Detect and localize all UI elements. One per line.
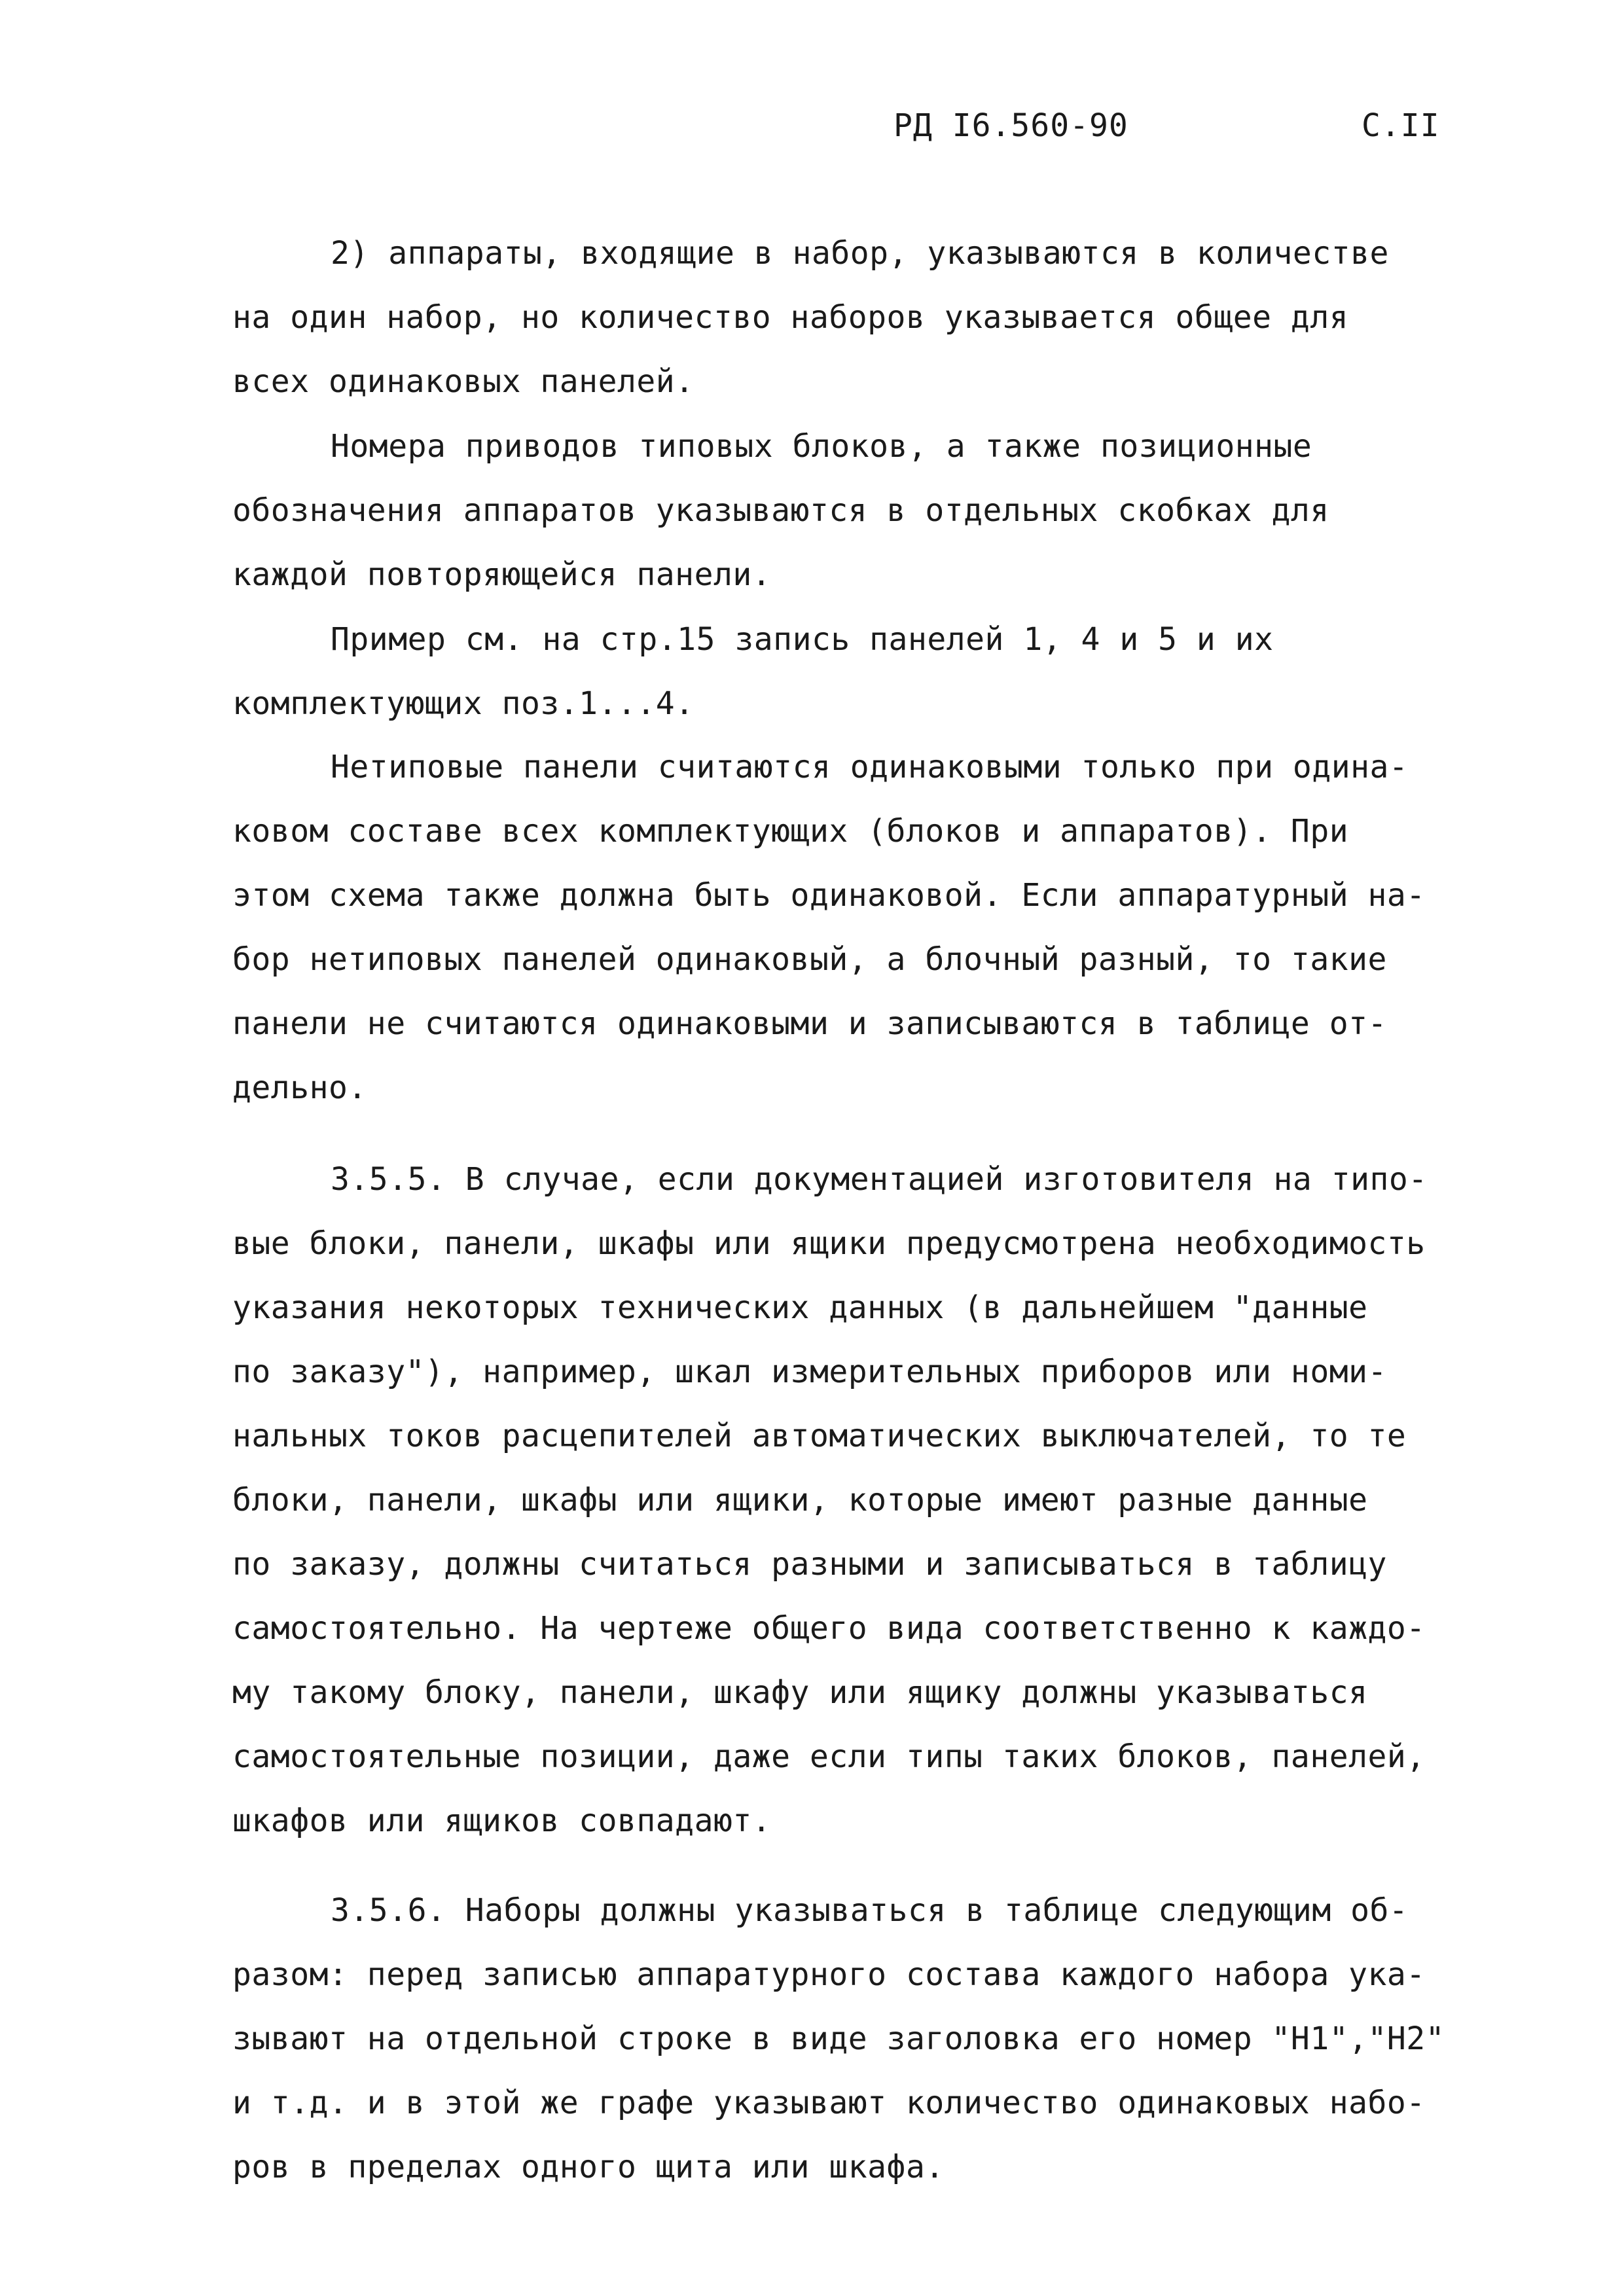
text-line: ров в пределах одного щита или шкафа. bbox=[232, 2149, 945, 2185]
paragraph-apparatus-in-set bbox=[232, 221, 1443, 414]
text-line: панели не считаются одинаковыми и записываются в таблице от- bbox=[232, 1005, 1387, 1042]
text-line: на один набор, но количество наборов указывается общее для bbox=[232, 299, 1349, 336]
text-line: комплектующих поз.1...4. bbox=[232, 685, 695, 722]
paragraph-drive-numbers bbox=[232, 414, 1443, 607]
text-line: Пример см. на стр.15 запись панелей 1, 4 и 5 и их bbox=[331, 621, 1274, 658]
text-line: нальных токов расцепителей автоматических выключателей, то те bbox=[232, 1418, 1407, 1454]
text-line: самостоятельные позиции, даже если типы таких блоков, панелей, bbox=[232, 1738, 1426, 1775]
text-line: ковом составе всех комплектующих (блоков и аппаратов). При bbox=[232, 813, 1349, 850]
document-code: РД I6.560-90 bbox=[893, 107, 1128, 144]
text-line: 2) аппараты, входящие в набор, указываются в количестве bbox=[331, 235, 1389, 272]
paragraph-example bbox=[232, 607, 1443, 736]
text-line: блоки, панели, шкафы или ящики, которые имеют разные данные bbox=[232, 1482, 1368, 1518]
section-3-5-5 bbox=[232, 1147, 1443, 1853]
text-line: самостоятельно. На чертеже общего вида соответственно к каждо- bbox=[232, 1610, 1426, 1647]
text-line: указания некоторых технических данных (в дальнейшем "данные bbox=[232, 1289, 1368, 1326]
text-line: вые блоки, панели, шкафы или ящики предусмотрена необходимость bbox=[232, 1225, 1426, 1262]
text-line: каждой повторяющейся панели. bbox=[232, 556, 772, 593]
text-line: зывают на отдельной строке в виде заголовка его номер "Н1","Н2" bbox=[232, 2020, 1445, 2057]
text-line: му такому блоку, панели, шкафу или ящику должны указываться bbox=[232, 1674, 1368, 1711]
text-line: всех одинаковых панелей. bbox=[232, 363, 695, 400]
text-line: шкафов или ящиков совпадают. bbox=[232, 1803, 772, 1839]
text-line: дельно. bbox=[232, 1069, 367, 1106]
page-number: С.II bbox=[1362, 107, 1440, 144]
text-line: разом: перед записью аппаратурного состава каждого набора ука- bbox=[232, 1956, 1426, 1993]
text-line: по заказу, должны считаться разными и записываться в таблицу bbox=[232, 1546, 1387, 1583]
text-line: этом схема также должна быть одинаковой. Если аппаратурный на- bbox=[232, 877, 1426, 914]
text-line: Номера приводов типовых блоков, а также позиционные bbox=[331, 428, 1312, 465]
text-line: и т.д. и в этой же графе указывают количество одинаковых набо- bbox=[232, 2085, 1426, 2121]
text-line: 3.5.5. В случае, если документацией изготовителя на типо- bbox=[331, 1161, 1428, 1198]
text-line: бор нетиповых панелей одинаковый, а блочный разный, то такие bbox=[232, 941, 1387, 978]
section-3-5-6 bbox=[232, 1878, 1443, 2199]
text-line: обозначения аппаратов указываются в отдельных скобках для bbox=[232, 492, 1329, 529]
text-line: по заказу"), например, шкал измерительных приборов или номи- bbox=[232, 1354, 1387, 1390]
text-line: 3.5.6. Наборы должны указываться в таблице следующим об- bbox=[331, 1892, 1409, 1929]
text-line: Нетиповые панели считаются одинаковыми только при одина- bbox=[331, 749, 1409, 785]
paragraph-non-standard-panels bbox=[232, 735, 1443, 1120]
